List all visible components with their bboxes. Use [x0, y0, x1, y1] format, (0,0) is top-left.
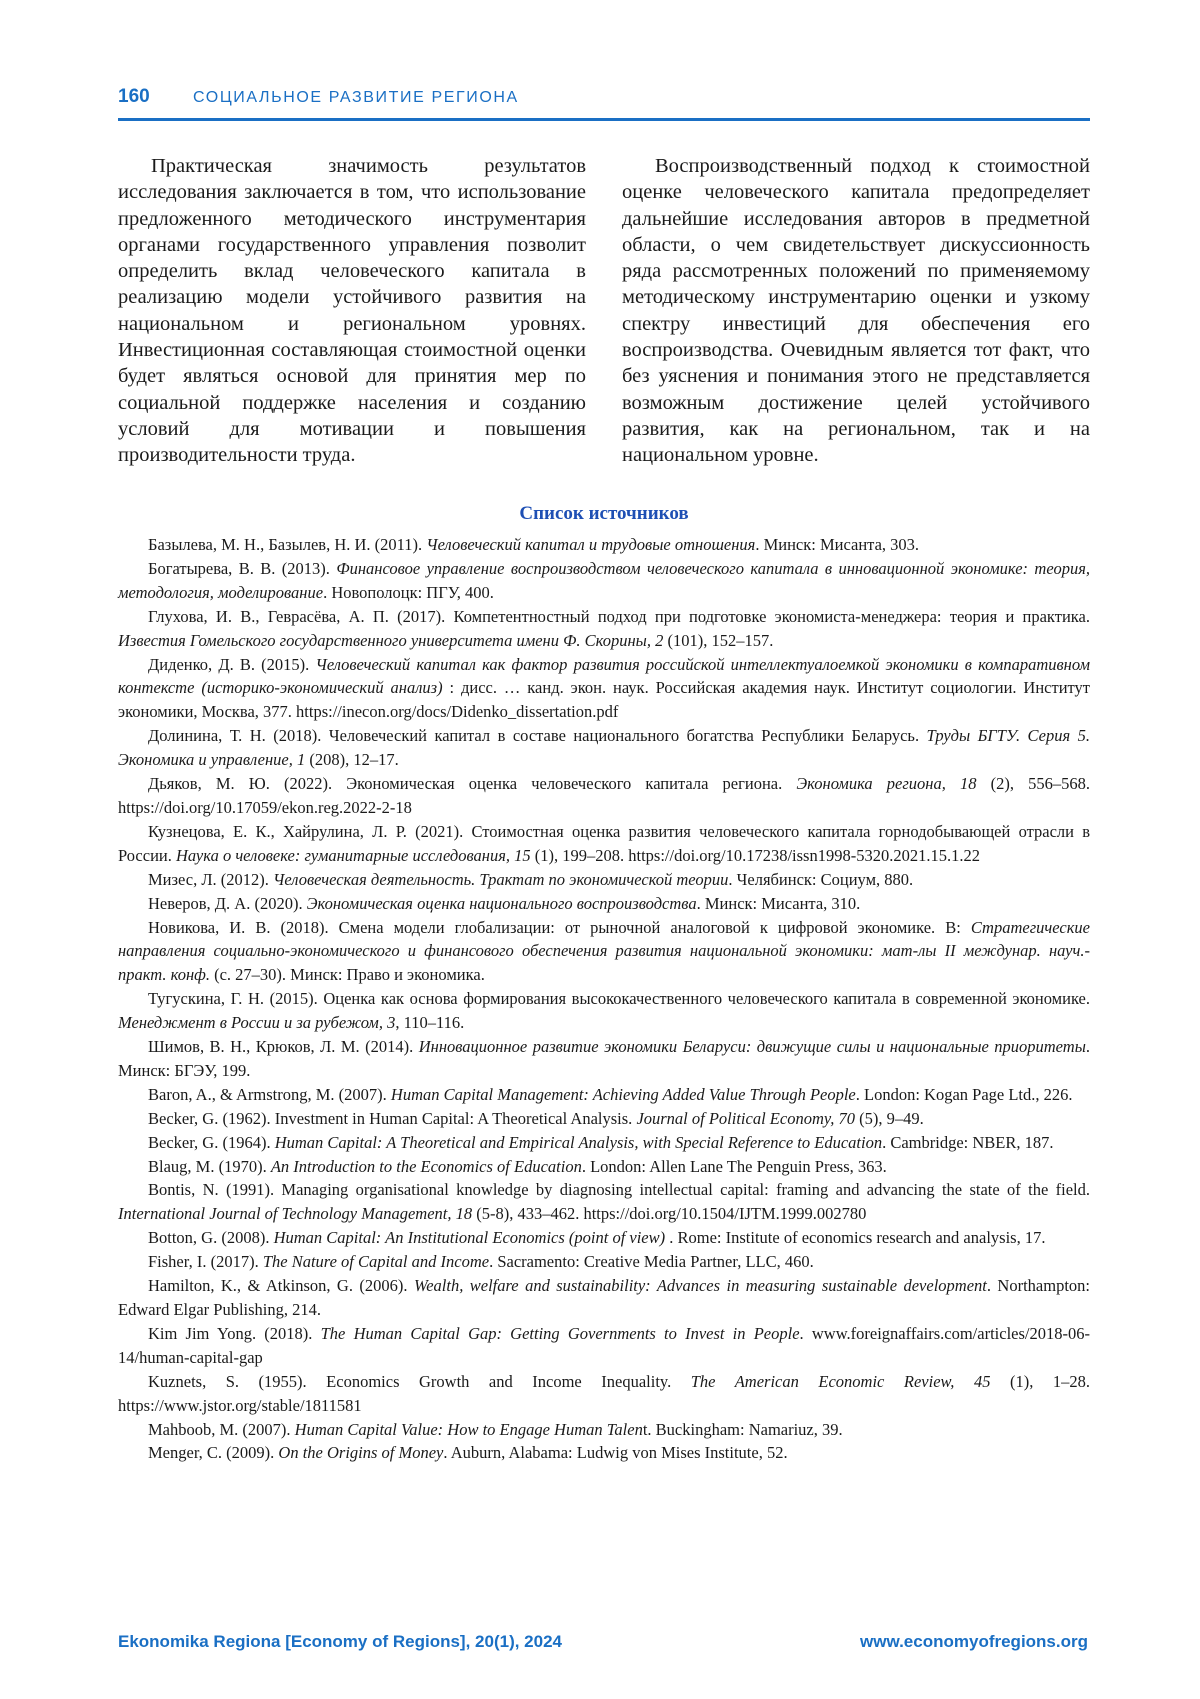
reference-title: Human Capital: A Theoretical and Empirical Analysis, with Special Reference to Education — [274, 1132, 883, 1152]
reference-title: Финансовое управление воспроизводством человеческого капитала в инновационной экономике: теория, методология, моделирование — [118, 558, 1091, 602]
reference-authors: Кузнецова, Е. К., Хайрулина, Л. Р. (2021). Стоимостная оценка развития человеческого капитала горнодобывающей отрасли в России. — [118, 821, 1090, 865]
reference-details: . Минск: БГЭУ, 199. — [118, 1037, 1091, 1080]
right-column — [622, 153, 1090, 469]
reference-item — [118, 653, 1090, 725]
reference-authors: Глухова, И. В., Гевраcёва, А. П. (2017). Компетентностный подход при подготовке экономиста-менеджера: теория и практика. — [148, 606, 1090, 626]
reference-title: On the Origins of Money — [278, 1443, 444, 1463]
reference-authors: Hamilton, K., & Atkinson, G. (2006). — [148, 1276, 414, 1296]
reference-title: Человеческий капитал и трудовые отношения — [426, 535, 756, 554]
reference-authors: Baron, A., & Armstrong, M. (2007). — [148, 1084, 391, 1104]
reference-item — [118, 1250, 1090, 1274]
reference-authors: Дьяков, М. Ю. (2022). Экономическая оценка человеческого капитала региона. — [148, 774, 797, 794]
reference-title: Wealth, welfare and sustainability: Advances in measuring sustainable development — [413, 1276, 987, 1296]
reference-item — [118, 1441, 1090, 1465]
reference-title: An Introduction to the Economics of Education — [270, 1156, 582, 1176]
reference-title: Стратегические направления социально-экономического и финансового обеспечения развития национальной экономики: мат-лы II междунар. науч.-практ. конф. — [118, 917, 1090, 985]
section-title: СОЦИАЛЬНОЕ РАЗВИТИЕ РЕГИОНА — [193, 89, 519, 106]
reference-title: Human Capital Value: How to Engage Human Talen — [294, 1419, 643, 1439]
reference-details: (5-8), 433–462. https://doi.org/10.1504/IJTM.1999.002780 — [472, 1204, 867, 1224]
reference-authors: Botton, G. (2008). — [148, 1228, 274, 1248]
reference-title: Journal of Political Economy, 70 — [636, 1108, 856, 1128]
reference-details: . Sacramento: Creative Media Partner, LLC, 460. — [489, 1252, 814, 1272]
reference-details: . Минск: Мисанта, 303. — [755, 535, 920, 554]
reference-title: Труды БГТУ. Серия 5. Экономика и управление, 1 — [118, 726, 1090, 770]
reference-item — [118, 1178, 1090, 1226]
footer-journal: Ekonomika Regiona [Economy of Regions], 20(1), 2024 — [118, 1632, 562, 1651]
reference-authors: Menger, C. (2009). — [148, 1443, 279, 1463]
reference-details: (1), 199–208. https://doi.org/10.17238/issn1998-5320.2021.15.1.22 — [530, 845, 980, 865]
reference-item — [118, 916, 1090, 988]
reference-title: Human Capital Management: Achieving Added Value Through People — [390, 1084, 856, 1104]
reference-authors: Kuznets, S. (1955). Economics Growth and Income Inequality. — [148, 1371, 691, 1391]
reference-title: Человеческая деятельность. Трактат по экономической теории — [273, 869, 729, 889]
reference-title: Человеческий капитал как фактор развития российской интеллектуалоемкой экономики в компаративном контексте (историко-экономический анализ) — [118, 654, 1091, 698]
reference-details: (с. 27–30). Минск: Право и экономика. — [209, 965, 485, 985]
reference-authors: Kim Jim Yong. (2018). — [148, 1323, 321, 1343]
references-list — [118, 533, 1090, 1465]
references-heading: Список источников — [519, 503, 689, 524]
body-paragraph: Практическая значимость результатов исследования заключается в том, что использование предложенного методического инструментария органами государственного управления позволит определить вклад человеческого капитала в реализацию модели устойчивого развития на национальном и региональном уровнях. Инвестиционная составляющая стоимостной оценки будет являться основой для принятия мер по социальной поддержке населения и созданию условий для мотивации и повышения производительности труда. — [118, 155, 586, 467]
reference-authors: Шимов, В. Н., Крюков, Л. М. (2014). — [148, 1037, 419, 1057]
reference-title: The Human Capital Gap: Getting Governments to Invest in People — [320, 1323, 800, 1343]
reference-item — [118, 1274, 1090, 1322]
reference-details: . Минск: Мисанта, 310. — [696, 893, 861, 913]
reference-item — [118, 724, 1090, 772]
reference-item — [118, 557, 1090, 605]
reference-item — [118, 892, 1090, 916]
reference-title: Наука о человеке: гуманитарные исследования, 15 — [175, 845, 531, 865]
reference-details: . Auburn, Alabama: Ludwig von Mises Institute, 52. — [443, 1443, 788, 1463]
reference-details: . www.foreignaffairs.com/articles/2018-06-14/human-capital-gap — [118, 1323, 1090, 1367]
left-column — [118, 153, 586, 469]
reference-details: . Новополоцк: ПГУ, 400. — [323, 582, 494, 602]
reference-item — [118, 1083, 1090, 1107]
reference-details: t. Buckingham: Namariuz, 39. — [642, 1419, 843, 1439]
reference-authors: Blaug, M. (1970). — [148, 1156, 271, 1176]
reference-details: , 110–116. — [395, 1013, 465, 1033]
reference-details: . Челябинск: Социум, 880. — [728, 869, 914, 889]
reference-details: (1), 1–28. https://www.jstor.org/stable/1811581 — [118, 1371, 1090, 1415]
reference-details: . Rome: Institute of economics research and analysis, 17. — [665, 1228, 1046, 1248]
reference-item — [118, 605, 1090, 653]
reference-authors: Неверов, Д. А. (2020). — [148, 893, 307, 913]
reference-authors: Богатырева, В. В. (2013). — [148, 558, 337, 578]
reference-details: : дисс. … канд. экон. наук. Российская академия наук. Институт социологии. Институт экономики, Москва, 377. https://inecon.org/docs/Didenko_dissertation.pdf — [118, 678, 1090, 722]
reference-item — [118, 1107, 1090, 1131]
reference-authors: Диденко, Д. В. (2015). — [148, 654, 316, 674]
reference-details: (101), 152–157. — [663, 630, 774, 650]
reference-item — [118, 1370, 1090, 1418]
reference-item — [118, 772, 1090, 820]
reference-authors: Becker, G. (1964). — [148, 1132, 275, 1152]
reference-item — [118, 820, 1090, 868]
reference-details: . Northampton: Edward Elgar Publishing, 214. — [118, 1276, 1090, 1319]
reference-item — [118, 1418, 1090, 1442]
reference-title: Менеджмент в России и за рубежом, 3 — [118, 1013, 396, 1033]
reference-authors: Becker, G. (1962). Investment in Human Capital: A Theoretical Analysis. — [148, 1108, 637, 1128]
reference-item — [118, 987, 1090, 1035]
reference-authors: Базылева, М. Н., Базылев, Н. И. (2011). — [148, 535, 427, 554]
reference-item — [118, 868, 1090, 892]
reference-details: (5), 9–49. — [855, 1108, 924, 1128]
reference-item — [118, 1155, 1090, 1179]
reference-item — [118, 1322, 1090, 1370]
reference-authors: Тугускина, Г. Н. (2015). Оценка как основа формирования высококачественного человеческого капитала в современной экономике. — [148, 989, 1090, 1009]
reference-item — [118, 1226, 1090, 1250]
reference-title: Известия Гомельского государственного университета имени Ф. Скорины, 2 — [118, 630, 664, 650]
body-paragraph: Воспроизводственный подход к стоимостной оценке человеческого капитала предопределяет дальнейшие исследования авторов в предметной области, о чем свидетельствует дискуссионность ряда рассмотренных положений по применяемому методическому инструментарию оценки и узкому спектру инвестиций для обеспечения его воспроизводства. Очевидным является тот факт, что без уяснения и понимания этого не представляется возможным достижение целей устойчивого развития, как на региональном, так и на национальном уровне. — [622, 155, 1090, 467]
reference-title: Экономика региона, 18 — [796, 774, 977, 794]
reference-authors: Bontis, N. (1991). Managing organisational knowledge by diagnosing intellectual capital: framing and advancing the state of the field. — [148, 1180, 1090, 1200]
reference-authors: Долинина, Т. Н. (2018). Человеческий капитал в составе национального богатства Республики Беларусь. — [148, 726, 927, 746]
reference-title: The American Economic Review, 45 — [690, 1371, 991, 1391]
reference-details: (208), 12–17. — [305, 750, 399, 770]
reference-title: Экономическая оценка национального воспроизводства — [306, 893, 697, 913]
page-header — [118, 86, 1090, 121]
reference-authors: Mahboob, M. (2007). — [148, 1419, 295, 1439]
footer-website[interactable]: www.economyofregions.org — [860, 1632, 1088, 1651]
reference-details: . London: Kogan Page Ltd., 226. — [855, 1084, 1073, 1104]
reference-title: International Journal of Technology Management, 18 — [118, 1204, 473, 1224]
page-number: 160 — [118, 86, 150, 107]
reference-authors: Мизес, Л. (2012). — [148, 869, 274, 889]
reference-title: Human Capital: An Institutional Economics (point of view) — [273, 1228, 666, 1248]
reference-authors: Новикова, И. В. (2018). Смена модели глобализации: от рыночной аналоговой к цифровой экономике. В: — [148, 917, 971, 937]
reference-item — [118, 533, 1090, 557]
reference-authors: Fisher, I. (2017). — [148, 1252, 263, 1272]
reference-item — [118, 1131, 1090, 1155]
reference-item — [118, 1035, 1090, 1083]
reference-details: (2), 556–568. https://doi.org/10.17059/ekon.reg.2022-2-18 — [118, 774, 1090, 817]
reference-title: The Nature of Capital and Income — [262, 1252, 490, 1272]
reference-details: . Cambridge: NBER, 187. — [882, 1132, 1054, 1152]
reference-title: Инновационное развитие экономики Беларуси: движущие силы и национальные приоритеты — [418, 1037, 1086, 1057]
reference-details: . London: Allen Lane The Penguin Press, 363. — [581, 1156, 887, 1176]
